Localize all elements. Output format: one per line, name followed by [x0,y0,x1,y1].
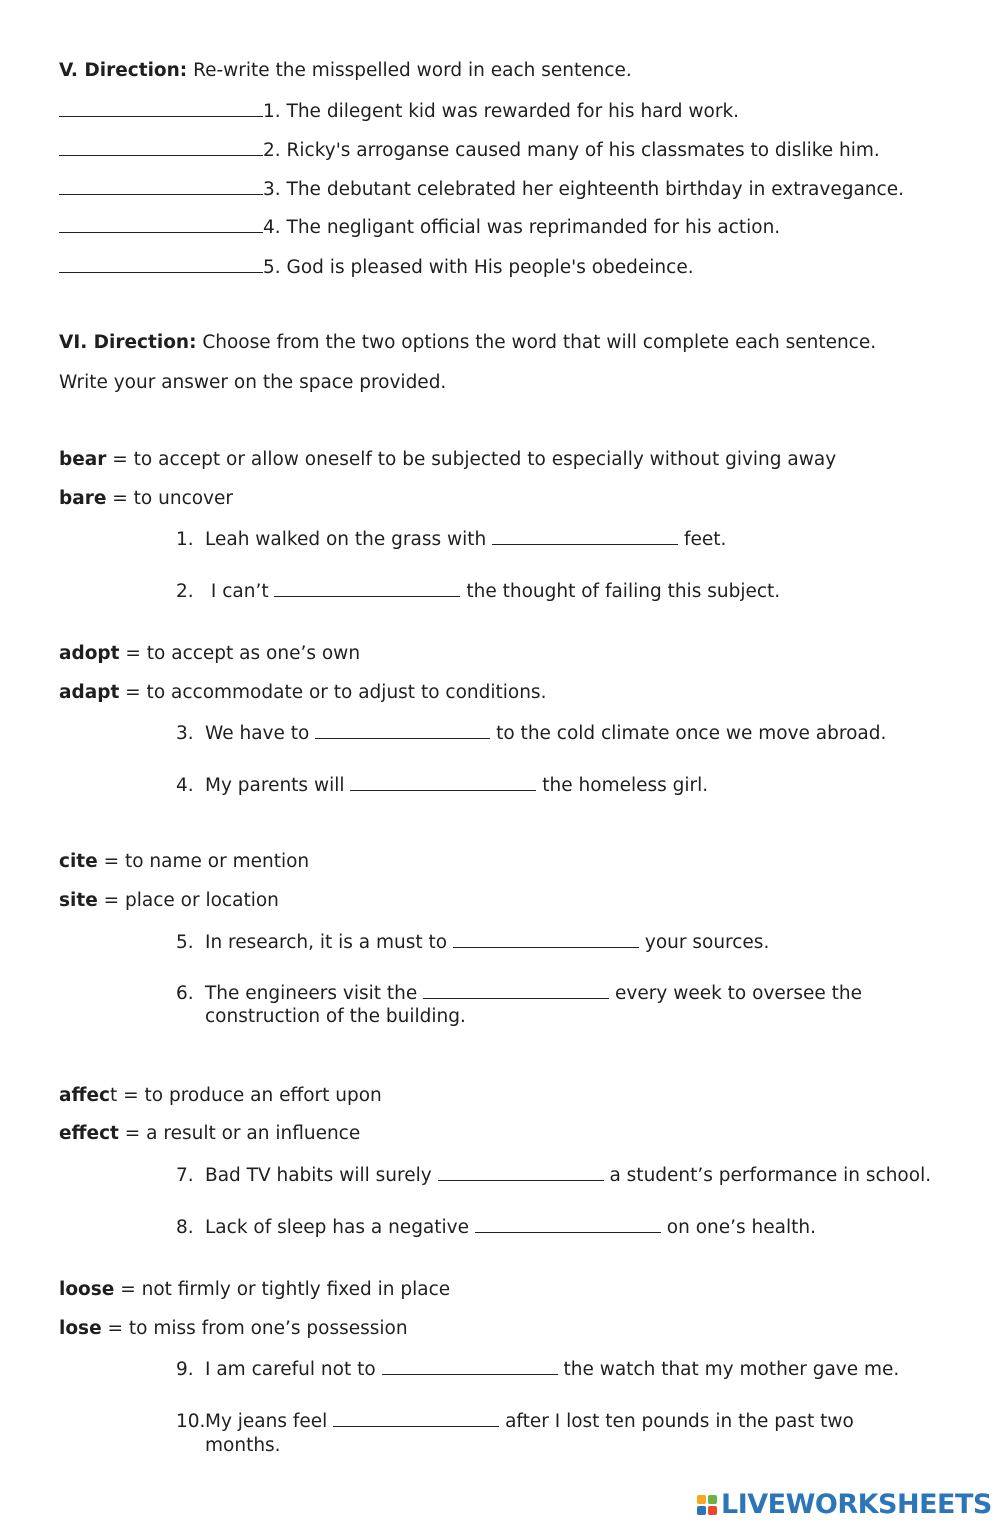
answer-blank[interactable] [315,721,490,739]
direction-label: VI. Direction: [59,332,197,353]
definition-row [59,851,309,872]
definition-row [59,890,279,911]
direction-text: Choose from the two options the word that will complete each sentence. [196,332,877,353]
definition-row [59,1085,382,1106]
definition: = place or location [97,890,279,911]
question-number: 10. [176,1411,206,1432]
sentence: 2. Ricky's arroganse caused many of his classmates to dislike him. [263,140,880,161]
question-post: the homeless girl. [542,775,709,796]
logo-icon [697,1495,717,1515]
question-number: 3. [176,723,194,744]
question-row [176,773,708,796]
answer-blank[interactable] [274,579,460,597]
sentence: 5. God is pleased with His people's obedeince. [263,257,694,278]
question-post: a student’s performance in school. [609,1165,932,1186]
question-post: on one’s health. [666,1217,816,1238]
question-continuation: construction of the building. [205,1006,466,1027]
question-number: 6. [176,983,194,1004]
liveworksheets-logo [697,1489,992,1520]
question-continuation: months. [205,1435,281,1456]
logo-square [708,1495,717,1504]
answer-blank[interactable] [59,99,263,117]
definition: = to uncover [106,488,233,509]
definition: = to miss from one’s possession [101,1318,408,1339]
vocab-word: bear [59,449,107,470]
question-pre: Bad TV habits will surely [205,1165,432,1186]
answer-row [59,177,904,200]
definition-row [59,1123,360,1144]
logo-text: LIVEWORKSHEETS [721,1489,992,1520]
question-pre: My jeans feel [205,1411,328,1432]
question-post: every week to oversee the [615,983,863,1004]
question-pre: In research, it is a must to [205,932,448,953]
question-row [176,981,862,1004]
question-number: 9. [176,1359,194,1380]
direction-text-line2: Write your answer on the space provided. [59,372,447,393]
definition-row [59,449,836,470]
answer-blank[interactable] [350,773,536,791]
direction-text: Re-write the misspelled word in each sentence. [187,60,632,81]
question-number: 2. [176,581,194,602]
question-pre: Lack of sleep has a negative [205,1217,469,1238]
question-post: the thought of failing this subject. [466,581,781,602]
vocab-word: site [59,890,98,911]
logo-square [697,1506,706,1515]
vocab-word: affec [59,1085,110,1106]
answer-blank[interactable] [492,527,678,545]
answer-blank[interactable] [475,1215,661,1233]
answer-row [59,138,880,161]
question-row [176,579,780,602]
question-number: 7. [176,1165,194,1186]
question-pre: I am careful not to [205,1359,376,1380]
question-row [176,1409,854,1432]
definition: = to name or mention [97,851,310,872]
question-number: 5. [176,932,194,953]
answer-blank[interactable] [423,981,609,999]
definition: = a result or an influence [118,1123,361,1144]
answer-blank[interactable] [59,138,263,156]
question-row [176,930,769,953]
question-row [176,1357,899,1380]
question-post: the watch that my mother gave me. [563,1359,900,1380]
question-pre: Leah walked on the grass with [205,529,487,550]
answer-blank[interactable] [333,1409,499,1427]
question-row [176,1163,931,1186]
question-row [176,721,886,744]
logo-square [708,1506,717,1515]
question-post: after I lost ten pounds in the past two [505,1411,854,1432]
vocab-word: loose [59,1279,115,1300]
answer-blank[interactable] [453,930,639,948]
vocab-word: adopt [59,643,120,664]
answer-blank[interactable] [59,255,263,273]
vocab-word: bare [59,488,107,509]
vocab-word: cite [59,851,98,872]
question-pre: I can’t [205,581,269,602]
question-pre: We have to [205,723,310,744]
answer-row [59,215,780,238]
definition-row [59,682,546,703]
question-post: feet. [684,529,727,550]
definition-row [59,488,233,509]
question-post: your sources. [644,932,770,953]
definition-row [59,1318,408,1339]
definition: = to accommodate or to adjust to conditions. [119,682,547,703]
answer-blank[interactable] [59,215,263,233]
answer-row [59,255,694,278]
sentence: 1. The dilegent kid was rewarded for his hard work. [263,101,740,122]
question-number: 8. [176,1217,194,1238]
sentence: 3. The debutant celebrated her eighteenth birthday in extravegance. [263,179,904,200]
answer-blank[interactable] [438,1163,604,1181]
question-pre: My parents will [205,775,345,796]
definition: = not firmly or tightly fixed in place [114,1279,451,1300]
question-number: 4. [176,775,194,796]
question-pre: The engineers visit the [205,983,418,1004]
section-vi-direction [59,332,876,353]
question-post: to the cold climate once we move abroad. [496,723,887,744]
vocab-word: adapt [59,682,120,703]
direction-label: V. Direction: [59,60,188,81]
question-row [176,527,726,550]
question-row [176,1215,816,1238]
definition: = to accept or allow oneself to be subjected to especially without giving away [106,449,837,470]
sentence: 4. The negligant official was reprimanded for his action. [263,217,781,238]
answer-blank[interactable] [59,177,263,195]
definition-row [59,643,360,664]
logo-square [697,1495,706,1504]
answer-row [59,99,739,122]
question-number: 1. [176,529,194,550]
vocab-word-suffix: t [109,1085,118,1106]
section-v-direction [59,60,632,81]
definition-row [59,1279,450,1300]
definition: = to produce an effort upon [117,1085,382,1106]
answer-blank[interactable] [382,1357,558,1375]
definition: = to accept as one’s own [119,643,361,664]
vocab-word: lose [59,1318,102,1339]
vocab-word: effect [59,1123,119,1144]
